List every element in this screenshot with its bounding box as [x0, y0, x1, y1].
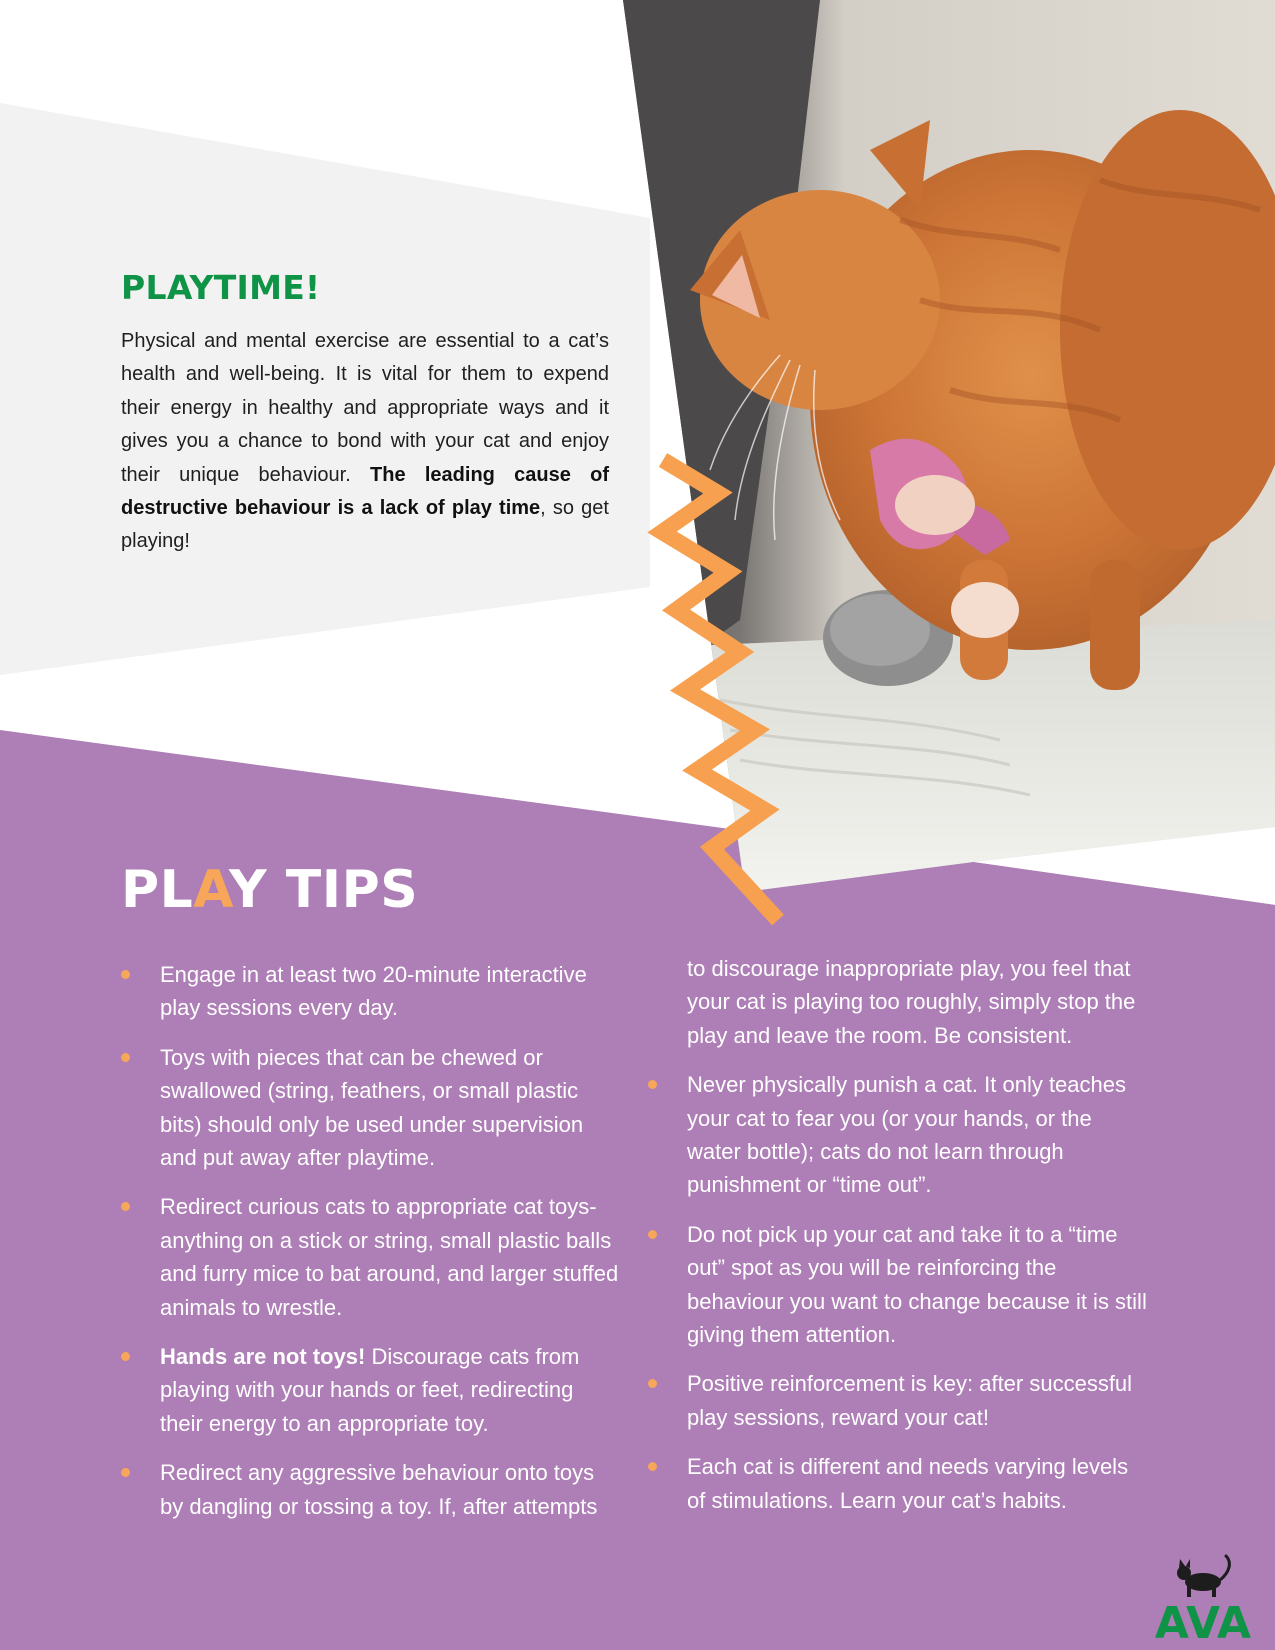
- tip-item: [121, 1340, 621, 1440]
- tip-item: [648, 1450, 1148, 1517]
- tip-item: [121, 1190, 621, 1324]
- play-tips-title-part-2: Y TIPS: [229, 860, 419, 920]
- tip-text: Do not pick up your cat and take it to a “time out” spot as you will be reinforcing the behaviour you want to change because it is still giving them attention.: [687, 1221, 1147, 1348]
- bullet-icon: [648, 1462, 657, 1471]
- tip-text: Toys with pieces that can be chewed or swallowed (string, feathers, or small plastic bits) should only be used under supervision and put away after playtime.: [160, 1044, 584, 1171]
- tip-continuation: to discourage inappropriate play, you feel that your cat is playing too roughly, simply stop the play and leave the room. Be consistent.: [687, 956, 1136, 1048]
- bullet-icon: [121, 1053, 130, 1062]
- bullet-icon: [121, 1352, 130, 1361]
- tip-text: Redirect curious cats to appropriate cat toys- anything on a stick or string, small plastic balls and furry mice to bat around, and larger stuffed animals to wrestle.: [160, 1194, 619, 1320]
- tip-item: [121, 1041, 621, 1175]
- tip-text-bold: Hands are not toys!: [160, 1344, 366, 1370]
- bullet-icon: [648, 1230, 657, 1239]
- play-tips-title: [121, 860, 418, 920]
- cat-silhouette-icon: [1177, 1556, 1229, 1597]
- tip-text: Each cat is different and needs varying levels of stimulations. Learn your cat’s habits.: [687, 1454, 1129, 1513]
- bullet-icon: [121, 970, 130, 979]
- play-tips-title-accent: A: [193, 860, 230, 920]
- tip-item: [121, 958, 621, 1025]
- playtime-title: PLAYTIME!: [121, 268, 321, 307]
- tip-item: [648, 1367, 1148, 1434]
- play-tips-title-part-1: PL: [121, 860, 194, 920]
- playtime-section: [121, 268, 609, 559]
- playtime-paragraph: [121, 325, 609, 559]
- bullet-icon: [648, 1379, 657, 1388]
- playtime-text-bold: The leading cause of destructive behaviour is a lack of play time: [121, 463, 609, 520]
- bullet-icon: [648, 1080, 657, 1089]
- tip-item: [121, 1456, 621, 1523]
- playtime-text-1: Physical and mental exercise are essential to a cat’s health and well-being. It is vital for them to expend their energy in healthy and appropriate ways and it gives you a chance to bond with your cat and enjoy their unique behaviour.: [121, 330, 609, 486]
- bullet-icon: [121, 1468, 130, 1477]
- tip-item: [648, 1218, 1148, 1352]
- tip-item: [648, 1068, 1148, 1202]
- tip-text: Discourage cats from playing with your hands or feet, redirecting their energy to an appropriate toy.: [160, 1344, 580, 1436]
- tips-column-right: [648, 952, 1148, 1533]
- tip-text: Redirect any aggressive behaviour onto toys by dangling or tossing a toy. If, after attempts: [160, 1460, 598, 1519]
- tip-text: Engage in at least two 20-minute interactive play sessions every day.: [160, 962, 587, 1021]
- tips-column-left: [121, 958, 621, 1539]
- ava-logo: [1154, 1552, 1252, 1649]
- logo-text: AVA: [1154, 1598, 1252, 1649]
- playtime-text-2: , so get playing!: [121, 497, 609, 553]
- tip-text: Never physically punish a cat. It only teaches your cat to fear you (or your hands, or the water bottle); cats do not learn through punishment or “time out”.: [687, 1072, 1127, 1198]
- tip-text: Positive reinforcement is key: after successful play sessions, reward your cat!: [687, 1371, 1133, 1430]
- bullet-icon: [121, 1202, 130, 1211]
